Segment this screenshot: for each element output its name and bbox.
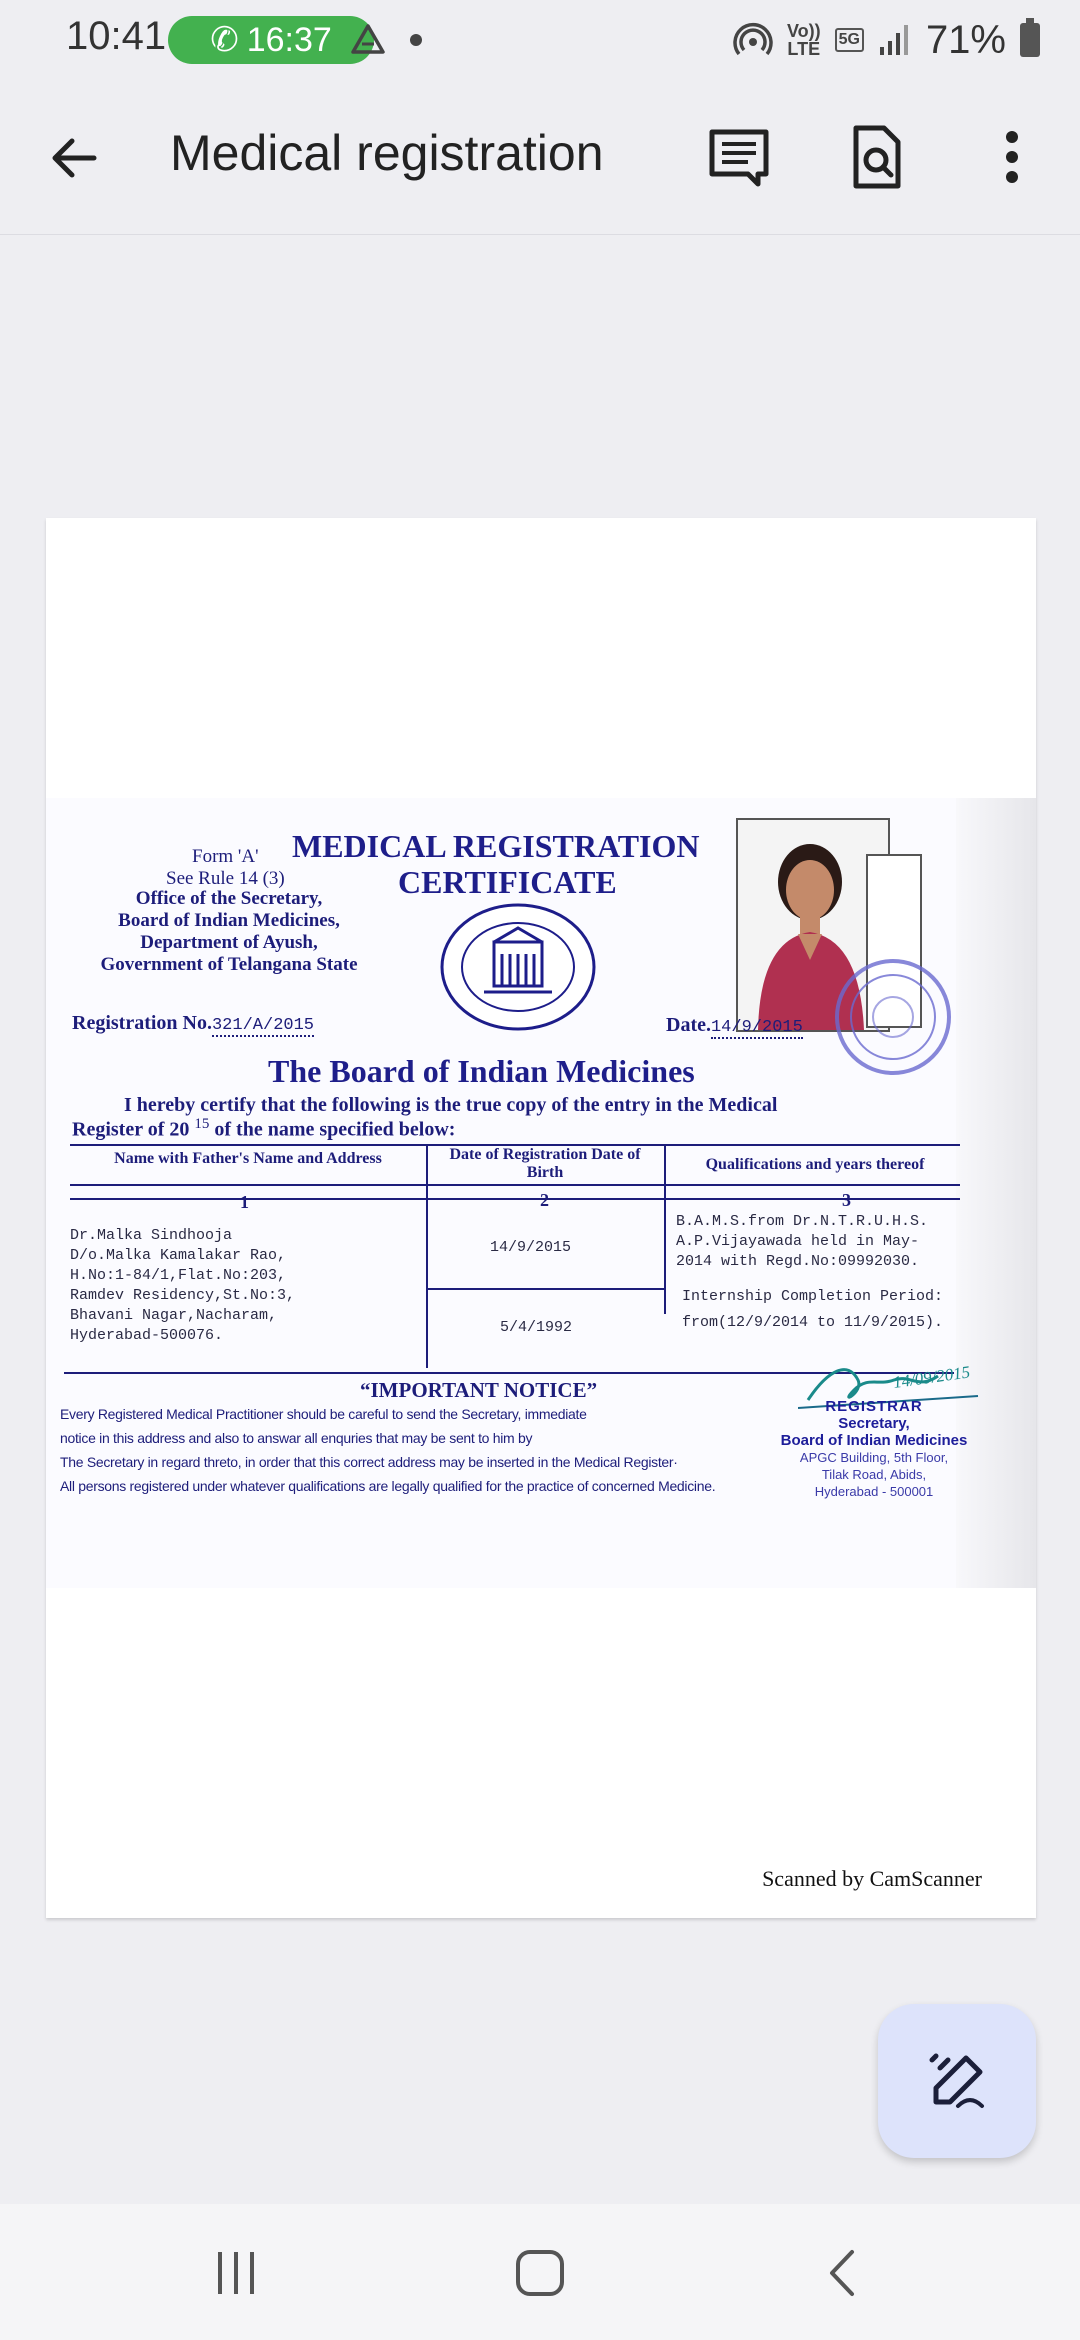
registration-number: Registration No.321/A/2015: [72, 1012, 315, 1035]
secretary-block: REGISTRAR Secretary, Board of Indian Medicines APGC Building, 5th Floor, Tilak Road, Abids, Hyderabad - 500001: [780, 1398, 968, 1499]
back-arrow-icon[interactable]: [44, 128, 104, 188]
board-heading: The Board of Indian Medicines: [268, 1053, 695, 1089]
table-divider: [664, 1144, 666, 1314]
table-header-name: Name with Father's Name and Address: [114, 1150, 382, 1167]
form-label: Form 'A': [192, 846, 259, 867]
rule-label: See Rule 14 (3): [166, 868, 285, 889]
svg-text:14/09/2015: 14/09/2015: [891, 1362, 972, 1392]
date-of-birth-cell: 5/4/1992: [500, 1319, 573, 1336]
register-year-line: Register of 20 $^{15}$ of the name specified below:: [72, 1116, 456, 1141]
internship-cell: Internship Completion Period: from(12/9/2014 to 11/9/2015).: [682, 1288, 944, 1331]
find-in-page-icon[interactable]: [844, 124, 910, 190]
app-bar: [0, 80, 1080, 235]
more-vert-icon[interactable]: [982, 124, 1042, 190]
certificate-title-line2: CERTIFICATE: [398, 864, 617, 900]
status-time: 10:41: [66, 14, 167, 58]
table-rule: [70, 1198, 960, 1200]
signal-icon: [878, 23, 912, 57]
certify-text: I hereby certify that the following is the true copy of the entry in the Medical: [124, 1094, 778, 1116]
recents-icon[interactable]: [206, 2248, 266, 2298]
ayurveda-stamp-icon: [830, 954, 956, 1080]
office-address: Office of the Secretary, Board of Indian Medicines, Department of Ayush, Government of Telangana State: [100, 888, 358, 975]
column-number: 3: [842, 1190, 851, 1210]
edit-sparkle-icon: [926, 2050, 988, 2112]
table-header-dates: Date of Registration Date of Birth: [449, 1146, 641, 1181]
certificate-scan: [46, 798, 1036, 1588]
back-icon[interactable]: [812, 2248, 872, 2298]
certificate-title-line1: MEDICAL REGISTRATION: [292, 828, 700, 864]
phone-icon: ✆: [210, 21, 239, 59]
ongoing-call-chip[interactable]: [168, 16, 374, 64]
edit-fab-button[interactable]: [878, 2004, 1036, 2158]
hotspot-icon: [733, 20, 773, 60]
registration-date: Date.14/9/2015: [666, 1014, 803, 1037]
volte-indicator: Vo)) LTE: [786, 21, 821, 59]
status-right-icons: [733, 14, 1040, 66]
table-divider: [426, 1144, 428, 1368]
important-notice-title: “IMPORTANT NOTICE”: [360, 1378, 598, 1402]
notification-dot-icon: [410, 34, 422, 46]
name-address-cell: Dr.Malka Sindhooja D/o.Malka Kamalakar Rao, H.No:1-84/1,Flat.No:203, Ramdev Residency,St.No:3, Bhavani Nagar,Nacharam, Hyderabad-500076.: [70, 1227, 296, 1344]
network-type: 5G: [835, 28, 864, 52]
comment-icon[interactable]: [706, 124, 772, 190]
important-notice-text: Every Registered Medical Practitioner should be careful to send the Secretary, immediate notice in this address and also to answar all enquries that may be sent to him by The Secretary in regard threto, in order that this correct address may be inserted in the Medical Register· All persons registered under whatever qualifications are legally qualified for the practice of concerned Medicine.: [60, 1406, 716, 1494]
telangana-seal-icon: [438, 902, 598, 1032]
table-rule: [426, 1288, 664, 1290]
camscanner-watermark: Scanned by CamScanner: [762, 1866, 982, 1891]
column-number: 1: [240, 1192, 249, 1212]
column-number: 2: [540, 1190, 549, 1210]
qualifications-cell: B.A.M.S.from Dr.N.T.R.U.H.S. A.P.Vijayawada held in May- 2014 with Regd.No:09992030.: [676, 1213, 929, 1270]
drive-icon: [350, 22, 386, 58]
navigation-bar: [0, 2204, 1080, 2340]
status-bar: [0, 0, 1080, 80]
registration-table: [70, 1144, 960, 1368]
table-header-qualifications: Qualifications and years thereof: [705, 1156, 925, 1173]
page-title: Medical registration: [170, 125, 604, 181]
home-icon[interactable]: [510, 2248, 570, 2298]
call-duration: 16:37: [246, 21, 332, 59]
battery-icon: [1020, 23, 1040, 57]
registration-date-cell: 14/9/2015: [490, 1239, 572, 1256]
battery-percent: 71%: [925, 17, 1006, 62]
table-rule: [70, 1184, 960, 1186]
document-page[interactable]: [46, 518, 1036, 1918]
